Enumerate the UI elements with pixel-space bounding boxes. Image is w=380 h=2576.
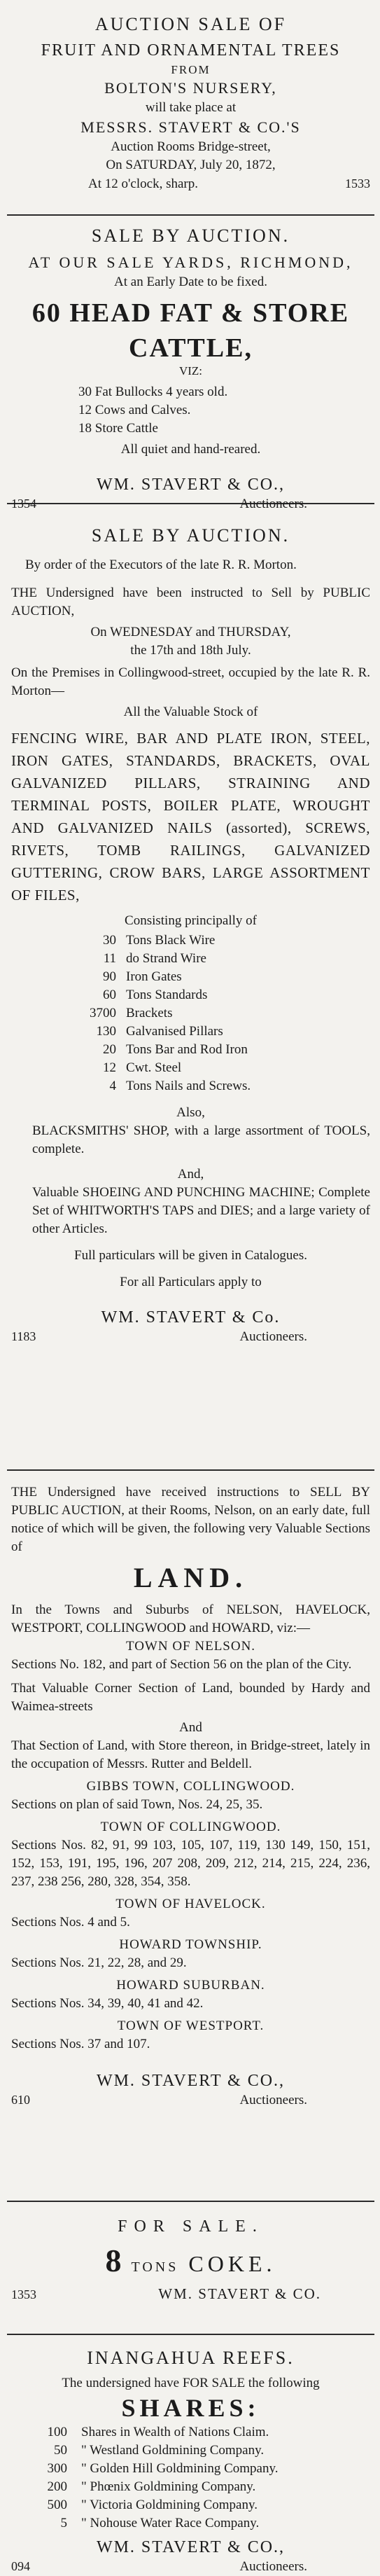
ad-text: For all Particulars apply to — [120, 1275, 262, 1289]
section-heading: TOWN OF NELSON. — [125, 1639, 256, 1654]
ad-headline: LAND. — [133, 1562, 248, 1593]
auctioneer-name: WM. STAVERT & CO., — [96, 2072, 286, 2090]
ad-text: On the Premises in Collingwood-street, occupied by the late R. R. Morton— — [11, 665, 370, 698]
ad-title: SALE BY AUCTION. — [91, 226, 290, 246]
ad-text: The undersigned have FOR SALE the following — [62, 2376, 320, 2390]
ad-text: THE Undersigned have received instructions to SELL BY PUBLIC AUCTION, at their Rooms, Nelson, on an early date, full notice of which will be given, the following very Valuable Sections of — [11, 1485, 370, 1554]
ad-text: Valuable SHOEING AND PUNCHING MACHINE; Complete Set of WHITWORTH'S TAPS and DIES; and a large variety of other Articles. — [32, 1185, 370, 1236]
section-heading: GIBBS TOWN, COLLINGWOOD. — [86, 1779, 295, 1794]
list-qty: 500 — [47, 2498, 67, 2512]
ad-text: the 17th and 18th July. — [130, 643, 251, 658]
ad-text: And, — [177, 1167, 204, 1182]
ad-headline: COKE. — [188, 2251, 276, 2276]
section-heading: TOWN OF HAVELOCK. — [115, 1897, 266, 1911]
list-desc: " Nohouse Water Race Company. — [81, 2516, 260, 2530]
ad-text: That Section of Land, with Store thereon, in Bridge-street, lately in the occupation of Messrs. Rutter and Beldell. — [11, 1738, 370, 1771]
list-desc: " Phœnix Goldmining Company. — [81, 2479, 256, 2494]
ad-cattle — [11, 216, 370, 511]
list-qty: 11 — [103, 951, 116, 966]
ad-text: Sections on plan of said Town, Nos. 24, 25, 35. — [11, 1797, 263, 1812]
ad-ref-number: 1183 — [11, 1329, 36, 1343]
ad-title: FOR SALE. — [118, 2217, 264, 2236]
list-qty: 30 — [103, 933, 116, 948]
list-qty: 5 — [60, 2516, 67, 2530]
ad-fruit-trees — [11, 0, 370, 214]
ad-text: THE Undersigned have been instructed to Sell by PUBLIC AUCTION, — [11, 586, 370, 618]
section-heading: TOWN OF WESTPORT. — [117, 2018, 265, 2033]
list-qty: 12 — [103, 1060, 116, 1075]
list-qty: 300 — [47, 2461, 67, 2476]
ad-text: FROM — [171, 63, 211, 76]
list-item: 30 Fat Bullocks 4 years old. — [78, 385, 228, 399]
list-qty: 90 — [103, 969, 116, 984]
list-qty: 200 — [47, 2479, 67, 2494]
section-heading: HOWARD TOWNSHIP. — [119, 1937, 262, 1952]
ad-ref-number: 094 — [11, 2559, 30, 2573]
list-qty: 20 — [103, 1042, 116, 1057]
list-qty: 3700 — [90, 1006, 116, 1020]
stock-list — [11, 932, 370, 1095]
ad-text: All the Valuable Stock of — [123, 705, 258, 719]
ad-ref-number: 1533 — [345, 176, 370, 191]
ad-ref-number: 610 — [11, 2093, 30, 2107]
ad-text: At 12 o'clock, sharp. — [88, 176, 198, 191]
auctioneer-role: Auctioneers. — [239, 1329, 307, 1344]
ad-text: On SATURDAY, July 20, 1872, — [106, 158, 276, 172]
ad-text: FENCING WIRE, BAR AND PLATE IRON, STEEL, IRON GATES, STANDARDS, BRACKETS, OVAL GALVANIZED PILLARS, STRAINING AND TERMINAL POSTS, BOILER PLATE, WROUGHT AND GALVANIZED NAILS (assorted), SCREWS, RIVETS, TOMB RAILINGS, GALVANIZED GUTTERING, CROW BARS, LARGE ASSORTMENT OF FILES, — [11, 730, 370, 903]
list-desc: Tons Standards — [126, 988, 208, 1002]
ad-text: That Valuable Corner Section of Land, bounded by Hardy and Waimea-streets — [11, 1681, 370, 1714]
ad-title: INANGAHUA REEFS. — [87, 2348, 295, 2368]
ad-text: BOLTON'S NURSERY, — [104, 79, 277, 97]
list-desc: Cwt. Steel — [126, 1060, 182, 1075]
section-heading: HOWARD SUBURBAN. — [116, 1978, 265, 1993]
list-desc: Tons Bar and Rod Iron — [126, 1042, 248, 1057]
ad-inangahua-shares — [11, 2335, 370, 2574]
list-item: 18 Store Cattle — [78, 421, 158, 436]
list-desc: " Victoria Goldmining Company. — [81, 2498, 258, 2512]
list-qty: 100 — [47, 2425, 67, 2439]
list-desc: " Westland Goldmining Company. — [81, 2443, 265, 2458]
ad-text: will take place at — [145, 100, 237, 115]
list-desc: Iron Gates — [126, 969, 182, 984]
list-desc: Shares in Wealth of Nations Claim. — [81, 2425, 269, 2439]
list-desc: Galvanised Pillars — [126, 1024, 223, 1039]
ad-text: VIZ: — [178, 364, 203, 378]
ad-title: SALE BY AUCTION. — [91, 525, 290, 546]
section-heading: TOWN OF COLLINGWOOD. — [100, 1820, 281, 1834]
list-qty: 60 — [103, 988, 116, 1002]
ad-text: AT OUR SALE YARDS, RICHMOND, — [28, 254, 353, 271]
ad-headline: 60 HEAD FAT & STORE CATTLE, — [31, 298, 350, 363]
shares-list — [11, 2423, 370, 2533]
ad-text: In the Towns and Suburbs of NELSON, HAVELOCK, WESTPORT, COLLINGWOOD and HOWARD, viz:— — [11, 1602, 370, 1635]
ad-text: Consisting principally of — [125, 913, 257, 928]
ad-ref-number: 1353 — [11, 2287, 36, 2301]
list-desc: Brackets — [126, 1006, 173, 1020]
ad-text: All quiet and hand-reared. — [120, 442, 261, 457]
ad-text: Full particulars will be given in Catalogues. — [74, 1248, 307, 1263]
ad-text: Sections Nos. 34, 39, 40, 41 and 42. — [11, 1996, 204, 2011]
ad-text: And — [179, 1720, 202, 1735]
auctioneer-name: WM. STAVERT & CO. — [158, 2285, 321, 2302]
list-desc: Tons Nails and Screws. — [126, 1079, 251, 1093]
ad-text: On WEDNESDAY and THURSDAY, — [90, 625, 291, 639]
auctioneer-role: Auctioneers. — [239, 497, 307, 511]
ad-text: Sections Nos. 4 and 5. — [11, 1915, 130, 1930]
ad-text: Sections Nos. 37 and 107. — [11, 2037, 150, 2051]
auctioneer-role: Auctioneers. — [239, 2559, 307, 2574]
ad-text: Auction Rooms Bridge-street, — [111, 139, 271, 154]
list-item: 12 Cows and Calves. — [78, 403, 191, 417]
list-qty: 4 — [109, 1079, 116, 1093]
ad-text: At an Early Date to be fixed. — [114, 275, 267, 289]
auctioneer-role: Auctioneers. — [239, 2093, 307, 2107]
ad-title: AUCTION SALE OF — [94, 14, 287, 34]
ad-ref-number: 1354 — [11, 497, 36, 511]
ad-text: Sections Nos. 82, 91, 99 103, 105, 107, 119, 130 149, 150, 151, 152, 153, 191, 195, 196, 207 208, 209, 212, 214, 215, 224, 236, 237, 238 256, 280, 328, 354, 358. — [11, 1838, 370, 1889]
auctioneer-name: WM. STAVERT & CO., — [96, 2538, 286, 2556]
list-qty: 50 — [54, 2443, 67, 2458]
auctioneer-name: WM. STAVERT & CO., — [96, 476, 286, 494]
ad-text: Sections No. 182, and part of Section 56 on the plan of the City. — [11, 1657, 352, 1672]
ad-text: By order of the Executors of the late R. R. Morton. — [25, 558, 297, 572]
ad-executors-sale — [11, 504, 370, 1469]
ad-text: MESSRS. STAVERT & CO.'S — [80, 118, 301, 136]
list-qty: 130 — [96, 1024, 116, 1039]
ad-land-sections — [11, 1471, 370, 2201]
ad-coke-for-sale — [11, 2202, 370, 2334]
auctioneer-name: WM. STAVERT & Co. — [101, 1308, 281, 1327]
list-desc: " Golden Hill Goldmining Company. — [81, 2461, 279, 2476]
list-desc: Tons Black Wire — [126, 933, 216, 948]
ad-headline: 8 — [105, 2243, 122, 2278]
ad-text: Sections Nos. 21, 22, 28, and 29. — [11, 1955, 187, 1970]
ad-headline: SHARES: — [121, 2394, 260, 2422]
list-desc: do Strand Wire — [126, 951, 206, 966]
ad-text: TONS — [131, 2259, 179, 2275]
ad-text: BLACKSMITHS' SHOP, with a large assortment of TOOLS, complete. — [32, 1123, 370, 1156]
ad-text: Also, — [176, 1105, 205, 1120]
ad-headline: FRUIT AND ORNAMENTAL TREES — [41, 41, 341, 60]
